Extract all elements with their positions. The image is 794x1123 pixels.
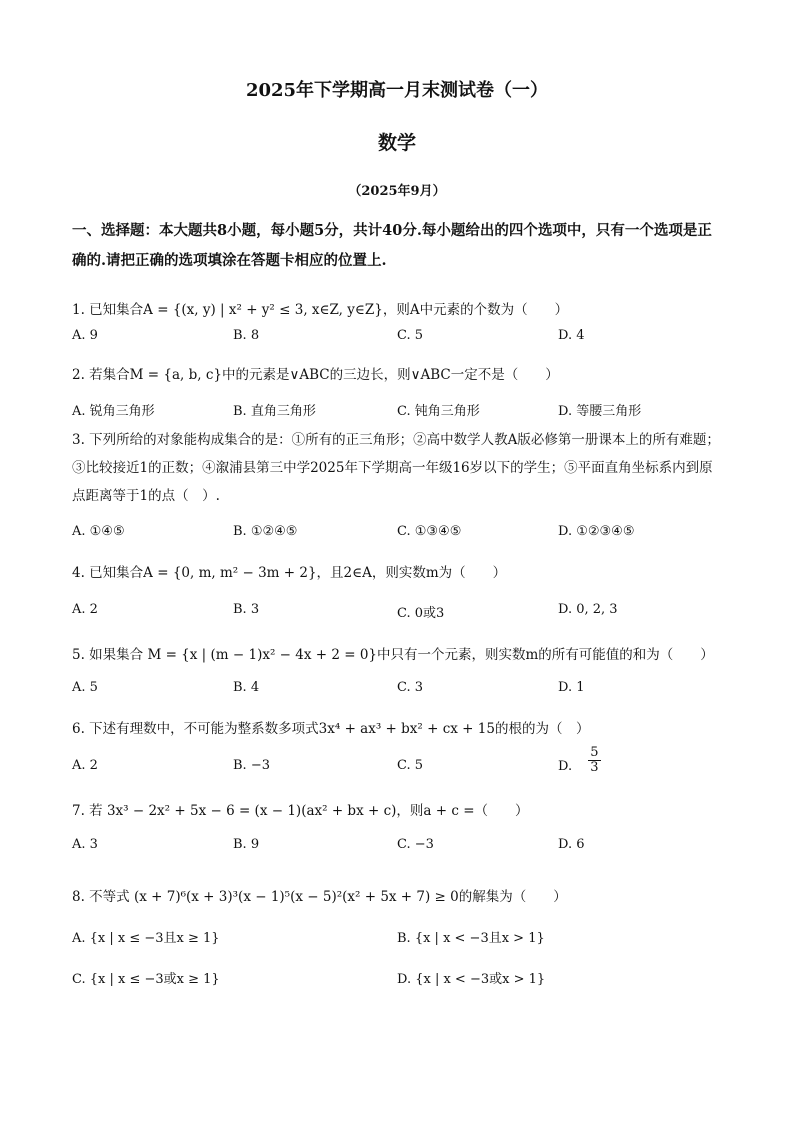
q2-option-a[interactable]: A. 锐角三角形 <box>72 404 155 419</box>
q7-option-a[interactable]: A. 3 <box>72 837 98 852</box>
section-heading: 一、选择题：本大题共8小题，每小题5分，共计40分.每小题给出的四个选项中，只有一个选项是正确的.请把正确的选项填涂在答题卡相应的位置上. <box>72 222 712 269</box>
q2-option-c[interactable]: C. 钝角三角形 <box>397 404 480 419</box>
q7-option-d[interactable]: D. 6 <box>558 837 585 852</box>
fraction-numerator: 5 <box>590 745 599 760</box>
fraction-denominator: 3 <box>590 760 599 775</box>
q1-option-d[interactable]: D. 4 <box>558 328 585 343</box>
question-1-stem: 1. 已知集合A = {(x, y) | x² + y² ≤ 3, x∈Z, y∈Z}，则A中元素的个数为（ ） <box>72 302 569 318</box>
question-3-stem: 3. 下列所给的对象能构成集合的是：①所有的正三角形；②高中数学人教A版必修第一册课本上的所有难题；③比较接近1的正数；④溆浦县第三中学2025年下学期高一年级16岁以下的学生；⑤平面直角坐标系内到原点距离等于1的点（ ）. <box>72 432 720 504</box>
q4-option-a[interactable]: A. 2 <box>72 602 98 617</box>
question-5-stem: 5. 如果集合 M = {x | (m − 1)x² − 4x + 2 = 0}中只有一个元素，则实数m的所有可能值的和为（ ） <box>72 647 714 663</box>
q6-option-c[interactable]: C. 5 <box>397 758 424 773</box>
q6-option-d-fraction <box>588 746 600 775</box>
question-6-stem: 6. 下述有理数中，不可能为整系数多项式3x⁴ + ax³ + bx² + cx + 15的根的为（ ） <box>72 721 590 737</box>
question-2-stem: 2. 若集合M = {a, b, c}中的元素是∨ABC的三边长，则∨ABC一定不是（ ） <box>72 367 559 383</box>
q5-option-b[interactable]: B. 4 <box>233 680 260 695</box>
q3-option-c[interactable]: C. ①③④⑤ <box>397 524 462 539</box>
exam-date: （2025年9月） <box>348 184 446 199</box>
q2-option-d[interactable]: D. 等腰三角形 <box>558 404 642 419</box>
q3-option-d[interactable]: D. ①②③④⑤ <box>558 524 635 539</box>
q3-option-b[interactable]: B. ①②④⑤ <box>233 524 298 539</box>
q1-option-a[interactable]: A. 9 <box>72 328 98 343</box>
q6-option-a[interactable]: A. 2 <box>72 758 98 773</box>
q6-option-d[interactable] <box>558 745 601 775</box>
q8-option-d[interactable]: D. {x | x < −3或x > 1} <box>397 972 546 987</box>
q8-option-b[interactable]: B. {x | x < −3且x > 1} <box>397 931 545 946</box>
q5-option-c[interactable]: C. 3 <box>397 680 424 695</box>
question-7-stem: 7. 若 3x³ − 2x² + 5x − 6 = (x − 1)(ax² + bx + c)，则a + c =（ ） <box>72 803 529 819</box>
q1-option-b[interactable]: B. 8 <box>233 328 260 343</box>
q4-option-d[interactable]: D. 0, 2, 3 <box>558 602 618 617</box>
q1-option-c[interactable]: C. 5 <box>397 328 424 343</box>
q7-option-c[interactable]: C. −3 <box>397 837 434 852</box>
q5-option-a[interactable]: A. 5 <box>72 680 98 695</box>
q8-option-c[interactable]: C. {x | x ≤ −3或x ≥ 1} <box>72 972 220 987</box>
q4-option-b[interactable]: B. 3 <box>233 602 260 617</box>
subject-title: 数学 <box>377 132 416 154</box>
q5-option-d[interactable]: D. 1 <box>558 680 585 695</box>
q6-option-d-label: D. <box>558 759 573 774</box>
q4-option-c[interactable]: C. 0或3 <box>397 606 445 621</box>
q3-option-a[interactable]: A. ①④⑤ <box>72 524 125 539</box>
q2-option-b[interactable]: B. 直角三角形 <box>233 404 316 419</box>
q6-option-b[interactable]: B. −3 <box>233 758 270 773</box>
q7-option-b[interactable]: B. 9 <box>233 837 260 852</box>
question-4-stem: 4. 已知集合A = {0, m, m² − 3m + 2}，且2∈A，则实数m为（ ） <box>72 565 507 581</box>
exam-title: 2025年下学期高一月末测试卷（一） <box>245 80 549 101</box>
question-8-stem: 8. 不等式 (x + 7)⁶(x + 3)³(x − 1)⁵(x − 5)²(x² + 5x + 7) ≥ 0的解集为（ ） <box>72 889 567 905</box>
q8-option-a[interactable]: A. {x | x ≤ −3且x ≥ 1} <box>72 931 220 946</box>
